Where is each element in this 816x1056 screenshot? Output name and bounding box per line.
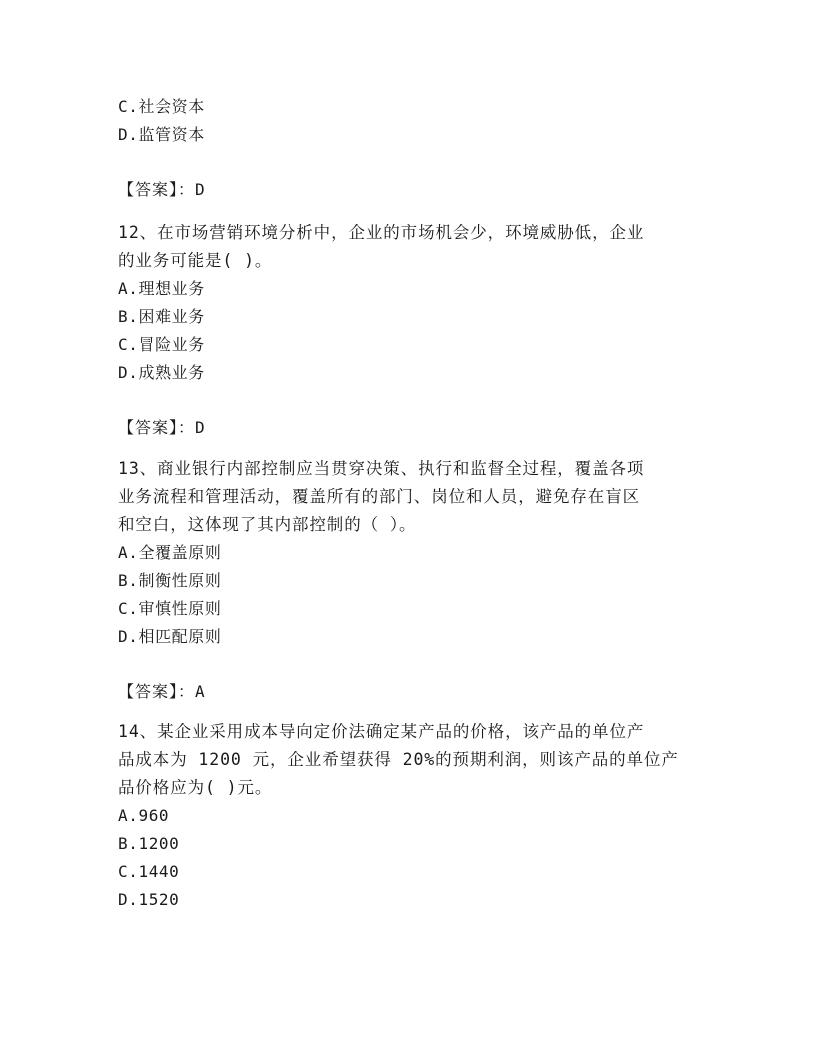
answer-label: 【答案】：D: [118, 418, 206, 437]
answer-label: 【答案】：A: [118, 682, 206, 701]
option-a: A.960: [118, 806, 170, 825]
option-b: B.困难业务: [118, 307, 205, 326]
option-c: C.1440: [118, 862, 180, 881]
question-13-text: 13、商业银行内部控制应当贯穿决策、执行和监督全过程，覆盖各项: [118, 459, 645, 478]
option-d: D.1520: [118, 890, 180, 909]
question-13-text: 和空白，这体现了其内部控制的（ ）。: [118, 515, 417, 534]
answer-label: 【答案】：D: [118, 180, 206, 199]
option-c: C.审慎性原则: [118, 599, 222, 618]
question-12-text: 12、在市场营销环境分析中，企业的市场机会少，环境威胁低，企业: [118, 223, 645, 242]
option-d: D.成熟业务: [118, 363, 205, 382]
option-b: B.制衡性原则: [118, 571, 222, 590]
option-a: A.全覆盖原则: [118, 543, 222, 562]
option-c: C.冒险业务: [118, 335, 205, 354]
question-14-text: 品成本为 1200 元，企业希望获得 20%的预期利润，则该产品的单位产: [118, 750, 679, 769]
option-c: C.社会资本: [118, 97, 205, 116]
question-14-text: 14、某企业采用成本导向定价法确定某产品的价格，该产品的单位产: [118, 722, 645, 741]
option-b: B.1200: [118, 834, 180, 853]
option-d: D.监管资本: [118, 125, 205, 144]
option-a: A.理想业务: [118, 279, 205, 298]
question-13-text: 业务流程和管理活动，覆盖所有的部门、岗位和人员，避免存在盲区: [118, 487, 640, 506]
option-d: D.相匹配原则: [118, 627, 222, 646]
question-14-text: 品价格应为( )元。: [118, 778, 273, 797]
question-12-text: 的业务可能是( )。: [118, 251, 273, 270]
